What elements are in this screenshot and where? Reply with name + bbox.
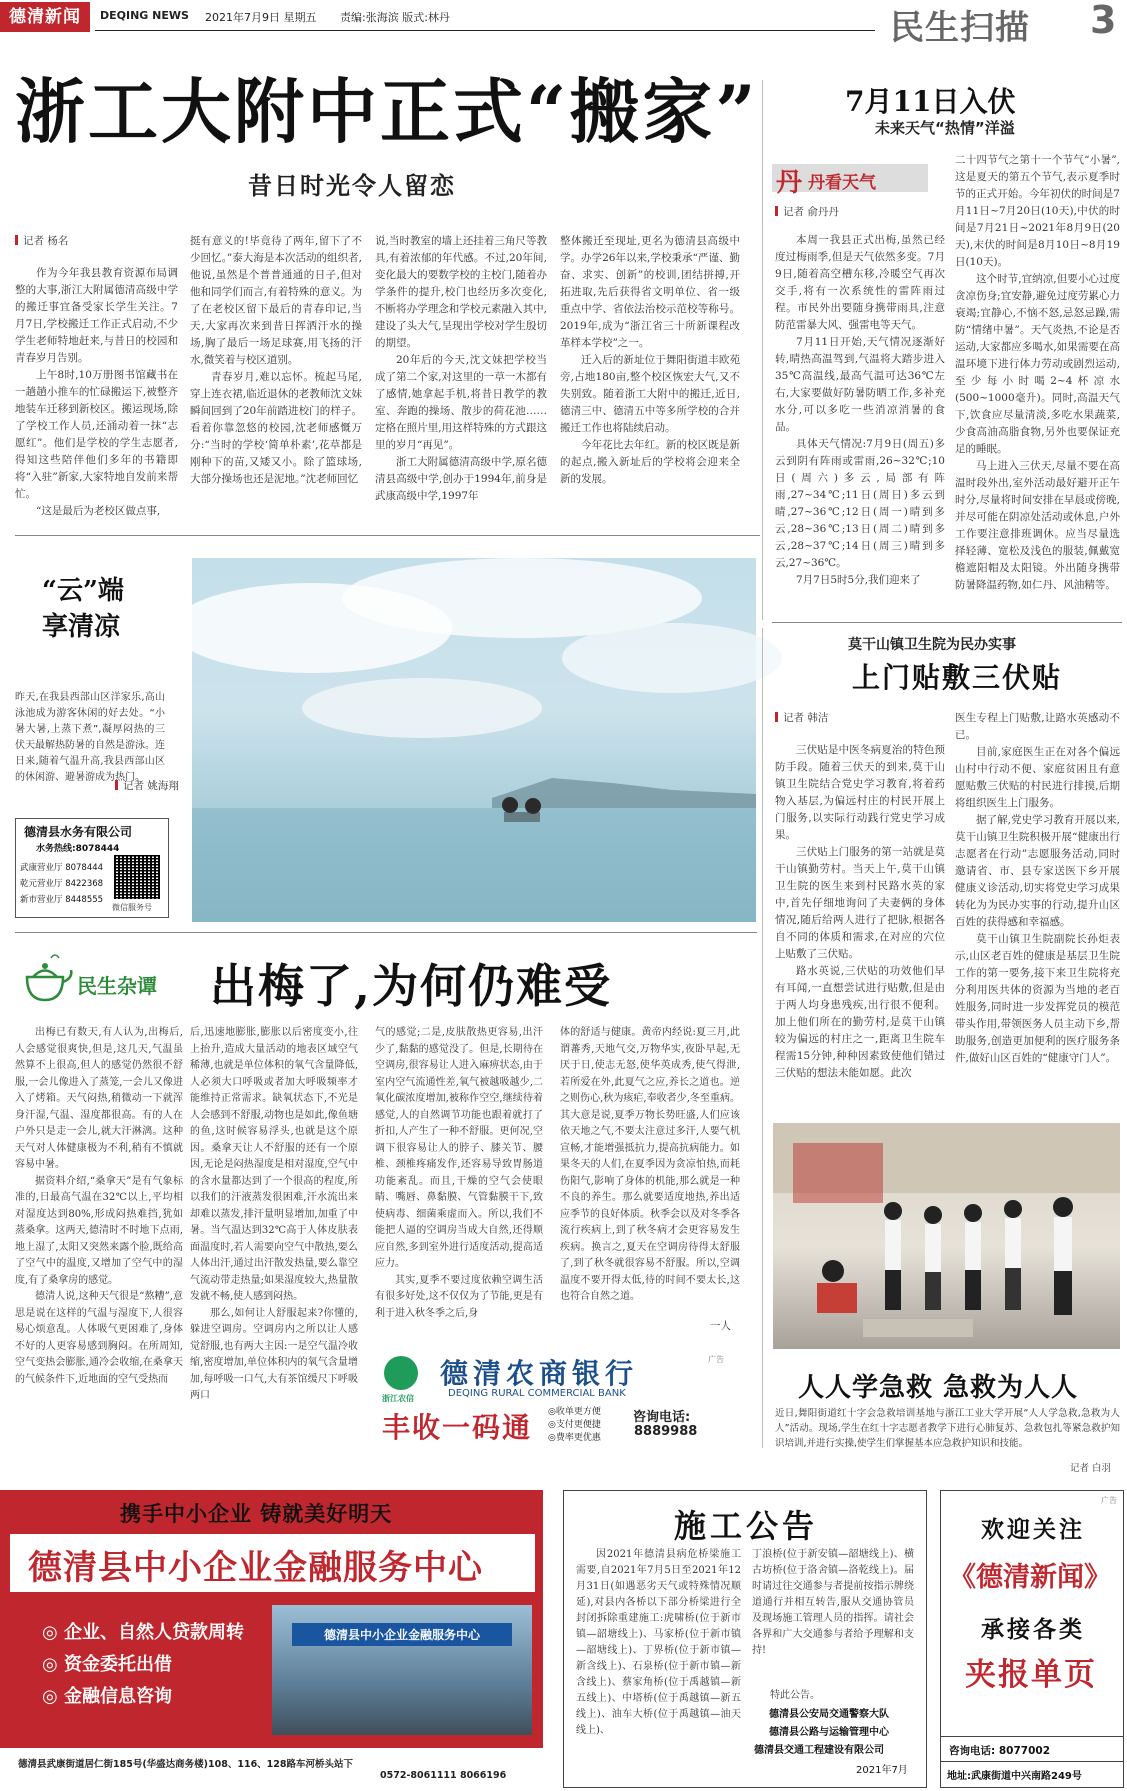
bank-ad-english: DEQING RURAL COMMERCIAL BANK xyxy=(448,1388,626,1399)
divider-lead-photo xyxy=(15,535,760,536)
cloud-reporter: 记者 姚海翔 xyxy=(115,778,179,793)
firstaid-photo xyxy=(773,1123,1120,1349)
page-number: 3 xyxy=(1090,0,1117,42)
weather-column-1: 本周一我县正式出梅,虽然已经度过梅雨季,但是天气依然多变。7月9日,随着高空槽东移,冷暖空气再次交手,将有一次系统性的雷阵雨过程。市民外出要随身携带雨具,注意防范雷暴大风、强雷电等天气。 7月11日开始,天气情况逐渐好转,晴热高温驾到,气温将大踏步进入35℃高温线,最高气温可达36℃左右,大家要做好防暑防晒工作,多补充水分,可以多吃一些消凉消暑的食品。 具体天气情况:7月9日(周五)多云到阴有阵雨或雷雨,26~32℃;10日(周六)多云,局部有阵雨,27~34℃;11日(周日)多云到晴,27~36℃;12日(周一)晴到多云,28~36℃;13日(周二)晴到多云,28~37℃;14日(周三)晴到多云,27~36℃。 7月7日5时5分,我们迎来了 xyxy=(775,234,945,586)
lead-column-4: 整体搬迁至现址,更名为德清县高级中学。办学26年以来,学校秉承“严谨、勤奋、求实、创新”的校训,团结拼搏,开拓进取,先后获得省文明单位、省一级重点中学、省依法治校示范校等称号。2019年,成为“浙江省三十所新课程改革样本学校”之一。 迁入后的新址位于舞阳街道丰欧苑旁,占地180亩,整个校区恢宏大气,又不失别致。随着浙工大附中的搬迁,近日,德清三中、德清五中等多所学校的合并搬迁工作也将陆续启动。 今年花比去年红。新的校区既是新的起点,搬入新址后的学校将会迎来全新的发展。 xyxy=(560,235,740,485)
lead-column-2: 挺有意义的!毕竟待了两年,留下了不少回忆。”泰大海是本次活动的组织者,他说,虽然是个普普通通的日子,但对他和同学们而言,有着特殊的意义。为了在老校区留下最后的青春印记,当天,大家再次来到昔日挥洒汗水的操场,胸了最后一场足球赛,用飞扬的汗水,微笑着与校区道别。 青春岁月,难以忘怀。梳起马尾,穿上连衣裙,临近退休的老教师沈文妹瞬间回到了20年前踏进校门的样子。看着你靠忽悠的校园,沈老师感慨万分:“当时的学校‘简单朴素’,花草都是刚种下的苗,又矮又小。除了篮球场,大部分操场也还是泥地。”沈老师回忆 xyxy=(190,235,362,485)
construction-notice xyxy=(563,1490,927,1788)
weather-badge-glyph: 丹 xyxy=(776,168,803,198)
teapot-icon xyxy=(15,952,75,1007)
water-ad-qr-code xyxy=(114,855,160,899)
plum-byline: 一人 xyxy=(710,1320,731,1332)
water-ad-line-3: 新市营业厅 8448555 xyxy=(20,895,104,905)
bank-ad-name: 德清农商银行 xyxy=(440,1357,639,1390)
firstaid-title: 人人学急救 急救为人人 xyxy=(798,1373,1079,1403)
bank-ad-feature-1: ◎收单更方便 xyxy=(548,1407,601,1417)
firstaid-reporter: 记者 白羽 xyxy=(1070,1463,1112,1474)
water-ad-line-1: 武康营业厅 8078444 xyxy=(20,863,104,873)
weather-byline: 记者 俞丹丹 xyxy=(775,204,839,219)
divider-plum-moganshan xyxy=(762,628,763,1448)
sme-ad-slogan: 携手中小企业 铸就美好明天 xyxy=(120,1501,393,1526)
notice-title: 施工公告 xyxy=(674,1507,819,1545)
follow-ad-rule-2 xyxy=(941,1761,1123,1762)
sme-ad-item-2: ◎ 资金委托出借 xyxy=(42,1654,172,1675)
bank-ad-mark: 广告 xyxy=(708,1355,724,1364)
moganshan-kicker: 莫干山镇卫生院为民办实事 xyxy=(848,637,1016,653)
sme-ad-building xyxy=(272,1605,532,1735)
plum-column-3: 气的感觉;二是,皮肤散热更容易,出汗少了,黏黏的感觉没了。但是,长期待在空调房,很容易让人进入麻痹状态,由于室内空气流通性差,氧气被越吸越少,二氧化碳浓度增加,被称作空空,继续待着感觉,人的自然调节功能也跟着就打了折扣,人产生了一种不舒服。更何况,空调下很容易让人的脖子、膝关节、腰椎、颈椎疼痛发作,还容易导致胃肠道功能紊乱。而且,干燥的空气会使眼睛、嘴唇、鼻黏膜、气管黏膜干下,致使病毒、细菌乘虚而入。所以,我们不能把人逼的空调房当成大自然,还得顺应自然,多到室外进行适度活动,提高适应力。 其实,夏季不要过度依赖空调生活有很多好处,这不仅仅为了节能,更是有利于进入秋冬季之后,身 xyxy=(375,1027,543,1319)
notice-signer-3: 德清县交通工程建设有限公司 xyxy=(754,1745,884,1756)
bank-ad-logo-text: 浙江农信 xyxy=(382,1394,414,1403)
logo-block xyxy=(0,2,90,32)
water-ad-qr-label: 微信服务号 xyxy=(112,903,152,912)
section-name: 民生扫描 xyxy=(890,8,1030,48)
masthead-editors: 责编:张海滨 版式:林丹 xyxy=(340,11,450,24)
water-ad xyxy=(15,818,169,918)
plum-tag-text: 民生杂谭 xyxy=(77,974,157,998)
sme-ad-building-sign: 德清县中小企业金融服务中心 xyxy=(292,1623,512,1646)
lead-byline: 记者 杨名 xyxy=(15,233,68,248)
masthead-date: 2021年7月9日 星期五 xyxy=(205,11,317,24)
sme-ad-item-1: ◎ 企业、自然人贷款周转 xyxy=(42,1622,244,1643)
follow-ad-line-3: 承接各类 xyxy=(981,1616,1085,1643)
notice-column-2: 丁浪桥(位于新安镇—韶塘线上)、横古坊桥(位于洛舍镇—洛乾线上)。届时请过往交通参与者提前按指示牌绕道通行并相互转告,服从交通协管员及现场施工管理人员的指挥。请社会各界和广大交通参与者给予理解和支持! xyxy=(752,1549,914,1656)
bank-ad-slogan: 丰收一码通 xyxy=(382,1411,533,1444)
cloud-photo-art xyxy=(192,558,756,922)
weather-column-2: 二十四节气之第十一个节气“小暑”,这是夏天的第五个节气,表示夏季时节的正式开始。今年初伏的时间是7月11日~7月20日(10天),中伏的时间是7月21日~2021年8月9日(20天),末伏的时间是8月10日~8月19日(10天)。 这个时节,宜纳凉,但要小心过度贪凉伤身;宜安静,避免过度劳累心力衰竭;宜静心,不恼不怒,忌怒忌躁,需防“情绪中暑”。天气炎热,不论是否运动,大家都应多喝水,如果需要在高温环境下进行体力劳动或剧烈运动,至少每小时喝2~4杯凉水(500~1000毫升)。同时,高温天气下,饮食应尽量清淡,多吃水果蔬菜,少食高油高脂食物,另外也要保证充足的睡眠。 马上进入三伏天,尽量不要在高温时段外出,室外活动最好避开正午时分,尽量将时间安排在早晨或傍晚,并尽可能在阴凉处活动或休息,户外工作要注意排班调休。应当尽量选择轻薄、宽松及浅色的服装,佩戴宽檐遮阳帽及太阳镜。外出随身携带防暑降温药物,如仁丹、风油精等。 xyxy=(955,154,1120,591)
notice-date: 2021年7月 xyxy=(856,1765,908,1776)
water-ad-line-2: 乾元营业厅 8422368 xyxy=(20,879,104,889)
cloud-title-1: “云”端 xyxy=(42,576,124,606)
weather-badge-text: 丹看天气 xyxy=(808,173,876,193)
follow-ad-phone: 咨询电话: 8077002 xyxy=(949,1745,1050,1757)
follow-ad-line-4: 夹报单页 xyxy=(965,1657,1097,1693)
weather-subtitle: 未来天气“热情”洋溢 xyxy=(875,119,1015,137)
weather-title: 7月11日入伏 xyxy=(845,85,1016,118)
follow-ad-address: 地址:武康街道中兴南路249号 xyxy=(947,1771,1082,1782)
masthead-rule xyxy=(95,30,875,31)
follow-ad-line-1: 欢迎关注 xyxy=(981,1516,1085,1543)
divider-weather-moganshan xyxy=(772,622,1122,623)
moganshan-column-2: 医生专程上门贴敷,让路水英感动不已。 目前,家庭医生正在对各个偏远山村中行动不便、家庭贫困且有意愿贴敷三伏贴的村民进行排摸,后期将组织医生上门服务。 据了解,党史学习教育开展以来,莫干山镇卫生院积极开展“健康出行志愿者在行动”志愿服务活动,同时邀请省、市、县专家送医下乡开展健康义诊活动,切实将党史学习成果转化为为民办实事的行动,提升山区百姓的获得感和幸福感。 莫干山镇卫生院副院长孙炬表示,山区老百姓的健康是基层卫生院工作的第一要务,接下来卫生院将充分利用医共体的资源为当地的老百姓服务,同时进一步发挥党员的模范带头作用,带领医务人员主动下乡,帮助服务,创造更加便利的医疗服务条件,做好山区百姓的“健康守门人”。 xyxy=(955,712,1120,1064)
bank-ad-feature-3: ◎费率更优惠 xyxy=(548,1433,601,1443)
lead-subtitle: 昔日时光令人留恋 xyxy=(248,171,456,200)
notice-column-1: 因2021年德清县病危桥梁施工需要,自2021年7月5日至2021年12月31日(如遇恶劣天气或特殊情况顺延),对县内各桥以下部分桥梁进行全封闭拆除重建施工:虎啸桥(位于新市镇—韶塘线上)、马家桥(位于新市镇—韶塘线上)、丁界桥(位于新市镇—新含线上)、石泉桥(位于新市镇—新含线上)、蔡家角桥(位于禹越镇—新五线上)、中塔桥(位于禹越镇—新五线上)、油车大桥(位于禹越镇—油天线上)、 xyxy=(576,1549,741,1736)
masthead xyxy=(0,0,1127,48)
bank-ad-phone: 8889988 xyxy=(634,1424,698,1439)
sme-ad-item-3: ◎ 金融信息咨询 xyxy=(42,1686,172,1707)
sme-ad xyxy=(0,1490,543,1790)
plum-column-1: 出梅已有数天,有人认为,出梅后,人会感觉很爽快,但是,这几天,气温虽然算不上很高,但人的感觉仍然很不舒服,一会儿像进入了蒸笼,一会儿又像进入了烤箱。天气闷热,稍微动一下就浑身汗湿,气温、湿度都很高。有的人在户外只是走一会儿,就大汗淋漓。这种天气对人体健康极为不利,稍有不慎就容易中暑。 据资料介绍,“桑拿天”是有气象标准的,日最高气温在32℃以上,平均相对湿度达到80%,形成闷热难挡,犹如蒸桑拿。这两天,德清时不时地下点雨,地上湿了,太阳又突然来露个脸,既给高了空气中的温度,又增加了空气中的湿度,有了桑拿房的感觉。 德清人说,这种天气很是“熬糟”,意思是说在这样的气温与湿度下,人很容易心烦意乱。人体吸气更困难了,身体不好的人更容易感到胸闷。在所周知,空气变热会膨胀,通冷会收缩,在桑拿天的气候条件下,近地面的空气受热而 xyxy=(15,1027,183,1385)
plum-headline: 出梅了,为何仍难受 xyxy=(210,959,613,1013)
moganshan-title: 上门贴敷三伏贴 xyxy=(852,661,1063,694)
bank-ad-logo xyxy=(384,1356,418,1390)
divider-lead-weather xyxy=(762,80,763,620)
lead-column-3: 说,当时教室的墙上还挂着三角尺等教具,有着浓郁的年代感。不过,20年间,变化最大的要数学校的主校门,随着办学条件的提升,校门也经历多次变化,不断将办学理念和学校元素融入其中,建设了头大气,呈现出学校对学生殷切的期望。 20年后的今天,沈文妹把学校当成了第二个家,对这里的一草一木都有了感情,她拿起手机,将昔日教学的教室、奔跑的操场、散步的荷花池……定格在照片里,用这样特殊的方式跟这里的岁月“再见”。 浙工大附属德清高级中学,原名德清县高级中学,创办于1994年,前身是武康高级中学,1997年 xyxy=(375,235,547,502)
masthead-logo: 德清新闻 xyxy=(9,7,81,27)
divider-photo-plum xyxy=(15,932,757,933)
follow-ad-mark: 广告 xyxy=(1101,1496,1117,1505)
notice-signer-1: 德清县公安局交通警察大队 xyxy=(769,1709,889,1720)
cloud-caption: 昨天,在我县西部山区洋家乐,高山泳池成为游客休闲的好去处。“小暑大暑,上蒸下煮”,凝厚闷热的三伏天最解热防暑的自然是游泳。连日来,随着气温升高,我县西部山区的休闲游、避暑游成为热门。 xyxy=(15,692,165,783)
bank-ad-feature-2: ◎支付更便捷 xyxy=(548,1420,601,1430)
water-ad-hotline: 水务热线:8078444 xyxy=(36,844,120,854)
follow-ad-rule xyxy=(941,1736,1123,1737)
cloud-title-2: 享清凉 xyxy=(42,612,121,642)
weather-badge xyxy=(772,164,928,198)
lead-column-1: 作为今年我县教育资源布局调整的大事,浙江大附属德清高级中学的搬迁事宜备受家长学生关注。7月7日,学校搬迁工作正式启动,不少学生老师特地赶来,与昔日的校园和青春岁月告别。 上午8时,10万册图书馆藏书在一趟趟小推车的忙碌搬运下,被整齐地装车迁移到新校区。搬运现场,除了学校工作人员,还涌动着一抹“志愿红”。他们是学校的学生志愿者,得知这些陪伴他们多年的书籍即将“入驻”新家,大家特地自发前来帮忙。 “这是最后为老校区做点事, xyxy=(15,267,178,517)
sme-ad-phone: 0572-8061111 8066196 xyxy=(380,1770,507,1781)
bank-ad-phone-label: 咨询电话: xyxy=(633,1410,691,1425)
masthead-pinyin: DEQING NEWS xyxy=(100,9,189,22)
bank-ad xyxy=(378,1350,741,1446)
follow-ad-line-2: 《德清新闻》 xyxy=(949,1562,1111,1593)
water-ad-name: 德清县水务有限公司 xyxy=(24,825,133,839)
notice-signer-2: 德清县公路与运输管理中心 xyxy=(769,1727,889,1738)
sme-ad-address: 德清县武康街道居仁街185号(华盛达商务楼)108、116、128路车河桥头站下 xyxy=(18,1759,354,1770)
firstaid-photo-art xyxy=(773,1123,1120,1349)
cloud-photo xyxy=(192,558,756,922)
moganshan-column-1: 三伏贴是中医冬病夏治的特色预防手段。随着三伏天的到来,莫干山镇卫生院结合党史学习教育,将着药物入基层,为偏远村庄的村民开展上门服务,以实际行动践行党史学习成果。 三伏贴上门服务的第一站就是莫干山镇勤劳村。当天上午,莫干山镇卫生院的医生来到村民路水英的家中,首先仔细地询问了夫妻俩的身体情况,随后给两人进行了把脉,根据各自不同的体质和需求,在对应的穴位上贴敷了三伏贴。 路水英说,三伏贴的功效他们早有耳闻,一直想尝试进行贴敷,但是由于两人均身患残疾,出行很不便利。加上他们所在的勤劳村,是莫干山镇较为偏远的村庄之一,距离卫生院车程需15分钟,种种因素致使他们错过三伏贴的想法未能如愿。此次 xyxy=(775,744,945,1079)
lead-headline: 浙工大附中正式“搬家” xyxy=(15,70,759,153)
plum-column-4: 体的舒适与健康。黄帝内经说:夏三月,此谓蕃秀,天地气交,万物华实,夜卧早起,无厌于日,使志无怒,使华英成秀,使气得泄,若所爱在外,此夏气之应,养长之道也。逆之则伤心,秋为痎疟,奉收者少,冬至重病。其大意是说,夏季万物长势旺盛,人们应该依天地之气,不要太注意过多汗,人要气机宣畅,才能增强抵抗力,提高抗病能力。如果冬天的人们,在夏季因为贪凉怕热,而耗伤阳气,影响了身体的机能,那么就是一种不良的养生。那么就要适度地热,养出适应季节的良好体质。秋季会以及对冬季各流行疾病上,到了秋冬病才会更容易发生疾病。换言之,夏天在空调房待得太舒服了,到了秋冬就很容易不舒服。所以,空调温度不要开得太低,待的时间不要太长,这也符合自然之道。 xyxy=(560,1027,740,1302)
follow-ad xyxy=(940,1490,1124,1788)
firstaid-caption: 近日,舞阳街道红十字会急救培训基地与浙江工业大学开展“人人学急救,急救为人人”活动。现场,学生在红十字志愿者教学下进行心肺复苏、急救包扎等紧急救护知识培训,并进行实操,使学生们掌握基本应急救护知识和技能。 xyxy=(775,1408,1120,1449)
plum-tag xyxy=(15,950,180,1010)
sme-ad-name: 德清县中小企业金融服务中心 xyxy=(28,1548,483,1588)
moganshan-byline: 记者 韩洁 xyxy=(775,710,828,725)
plum-column-2: 后,迅速地膨胀,膨胀以后密度变小,往上抬升,造成大量活动的地表区域空气稀薄,也就是单位体积的氧气含量降低,人必须大口呼吸或者加大呼吸频率才能维持正常需求。缺氧状态下,不光是人会感到不舒服,动物也是如此,像鱼塘的鱼,这时候容易浮头,也就是这个原因。桑拿天让人不舒服的还有一个原因,无论是闷热湿度是相对湿度,空气中的含水量都达到了一个很高的程度,所以我们的汗液蒸发很困难,汗水流出来却难以蒸发,排汗量明显增加,加重了中暑。当气温达到32℃高于人体皮肤表面温度时,若人需要向空气中散热,要么人体出汗,通过出汗散发热量,要么靠空气流动带走热量;如果湿度较大,热量散发就不畅,使人感到闷热。 那么,如何让人舒服起来?你懂的,躲进空调房。空调房内之所以让人感觉舒服,也有两大主因:一是空气温冷收缩,密度增加,单位体积内的氧气含量增加,每呼吸一口气,大有茶馆缓尺下呼吸两口 xyxy=(190,1027,358,1401)
notice-special: 特此公告。 xyxy=(770,1690,820,1701)
